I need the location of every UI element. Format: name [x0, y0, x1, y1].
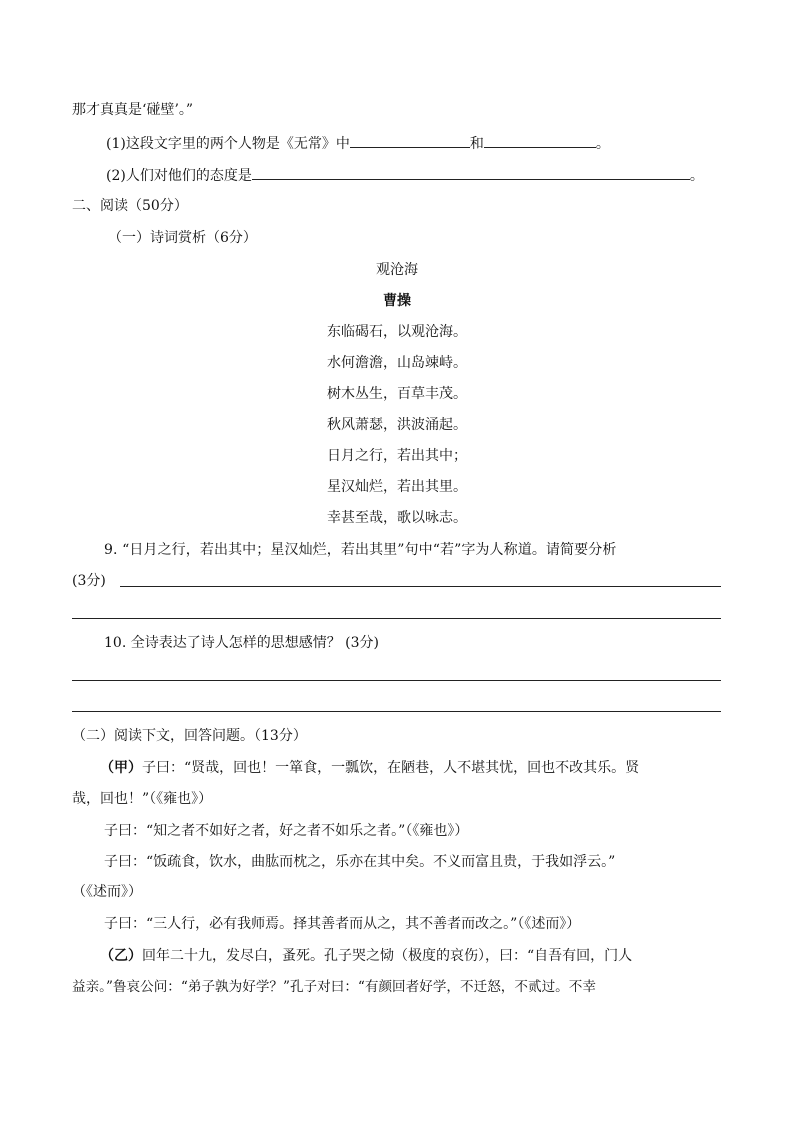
answer-line[interactable]: [72, 711, 721, 712]
section-title: 二、阅读（50分）: [72, 198, 188, 214]
answer-line[interactable]: [72, 680, 721, 681]
question-1: [106, 133, 610, 153]
passage-text: 哉，回也！”（《雍也》）: [72, 791, 213, 807]
passage-label-jia: （甲）: [100, 760, 142, 776]
answer-blank-3[interactable]: [252, 165, 690, 180]
question-9-score: (3分): [72, 573, 106, 589]
passage-yi-line: [100, 947, 632, 965]
question-2-prefix: (2)人们对他们的态度是: [106, 168, 252, 184]
passage-text: 子曰：“知之者不如好之者，好之者不如乐之者。”（《雍也》）: [104, 823, 469, 839]
passage-label-yi: （乙）: [100, 948, 142, 964]
passage-text: 子曰：“饭疏食，饮水，曲肱而枕之，乐亦在其中矣。不义而富且贵，于我如浮云。”: [104, 854, 616, 870]
question-1-prefix: (1)这段文字里的两个人物是《无常》中: [106, 136, 350, 152]
subsection-title-2: （二）阅读下文，回答问题。（13分）: [72, 728, 307, 744]
poem-line: 东临碣石，以观沧海。: [327, 324, 467, 340]
passage-text: 子曰：“三人行，必有我师焉。择其善者而从之，其不善者而改之。”（《述而》）: [104, 916, 581, 932]
poem-author: 曹操: [383, 293, 411, 309]
passage-text: 益亲。”鲁哀公问：“弟子孰为好学？”孔子对曰：“有颜回者好学，不迁怒，不贰过。不幸: [72, 979, 596, 995]
passage-text: （《述而》）: [72, 884, 142, 900]
poem-line: 日月之行，若出其中；: [327, 448, 467, 464]
passage-text: 回年二十九，发尽白，蚤死。孔子哭之恸（极度的哀伤），曰：“自吾有回，门人: [142, 948, 633, 964]
answer-blank-2[interactable]: [484, 133, 596, 148]
passage-text: 子曰：“贤哉，回也！一箪食，一瓢饮，在陋巷，人不堪其忧，回也不改其乐。贤: [142, 760, 640, 776]
answer-line[interactable]: [72, 618, 721, 619]
passage-jia-line: [100, 759, 639, 777]
subsection-title-1: （一）诗词赏析（6分）: [108, 230, 257, 246]
poem-line: 水何澹澹，山岛竦峙。: [327, 355, 467, 371]
question-1-mid: 和: [469, 136, 484, 152]
answer-line[interactable]: [120, 586, 721, 587]
question-1-end: 。: [595, 136, 610, 152]
question-2-end: 。: [689, 168, 704, 184]
question-2: [106, 165, 704, 185]
answer-blank-1[interactable]: [350, 133, 470, 148]
poem-line: 树木丛生，百草丰茂。: [327, 386, 467, 402]
poem-title: 观沧海: [376, 262, 418, 278]
poem-line: 秋风萧瑟，洪波涌起。: [327, 417, 467, 433]
question-10: 10. 全诗表达了诗人怎样的思想感情？ (3分): [104, 635, 379, 651]
question-9: 9. “日月之行，若出其中；星汉灿烂，若出其里”句中“若”字为人称道。请简要分析: [104, 542, 617, 558]
poem-line: 星汉灿烂，若出其里。: [327, 479, 467, 495]
text-line: 那才真真是‘碰壁’。”: [72, 102, 194, 118]
poem-line: 幸甚至哉，歌以咏志。: [327, 510, 467, 526]
